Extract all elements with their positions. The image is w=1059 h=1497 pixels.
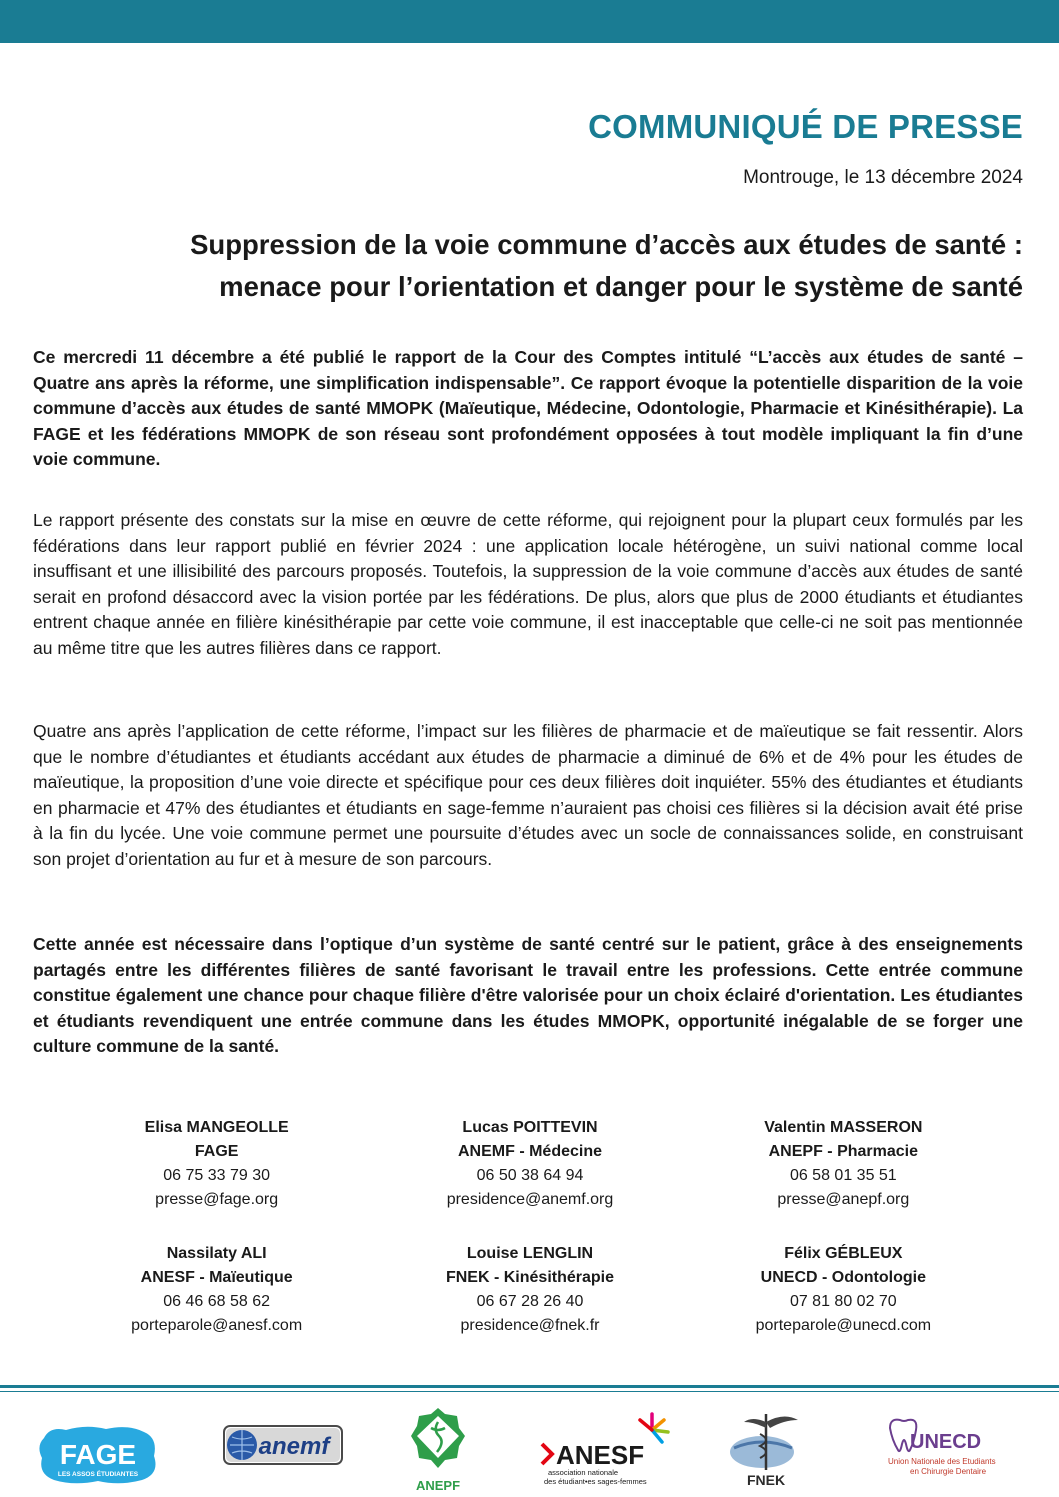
contact-name: Félix GÉBLEUX	[784, 1245, 903, 1262]
contact-email[interactable]: presse@fage.org	[155, 1191, 279, 1208]
headline-line-1: Suppression de la voie commune d’accès aux études de santé :	[190, 229, 1023, 260]
fnek-logo-text: FNEK	[746, 1472, 786, 1488]
conclusion-paragraph: Cette année est nécessaire dans l’optique d’un système de santé centré sur le patient, grâce à des enseignements partagés entre les différentes filières de santé favorisant le travail entre les professions. Cette entrée commune constitue également une chance pour chaque filière d'être valorisée pour un choix éclairé d'orientation. Les étudiantes et étudiants revendiquent une entrée commune dans les études MMOPK, opportunité inégalable de se forger une culture commune de la santé.	[33, 934, 1023, 1057]
contact-phone: 06 50 38 64 94	[476, 1167, 584, 1184]
contact-phone: 06 46 68 58 62	[163, 1293, 271, 1310]
contact-email[interactable]: presidence@anemf.org	[446, 1191, 614, 1208]
headline-line-2: menace pour l’orientation et danger pour le système de santé	[219, 271, 1023, 302]
fage-logo	[36, 1424, 160, 1486]
press-contacts	[60, 1116, 1000, 1338]
contact-name: Valentin MASSERON	[764, 1119, 923, 1136]
contact-organization: ANEMF - Médecine	[457, 1143, 602, 1160]
top-color-band	[0, 0, 1059, 43]
anesf-logo-text: ANESF	[556, 1440, 645, 1470]
contact-email[interactable]: presse@anepf.org	[777, 1191, 910, 1208]
contact-organization: FNEK - Kinésithérapie	[445, 1269, 614, 1286]
anepf-logo-text: ANEPF	[415, 1478, 461, 1493]
footer-divider-thin	[0, 1391, 1059, 1392]
dateline: Montrouge, le 13 décembre 2024	[743, 167, 1023, 188]
press-release-headline	[40, 224, 1023, 308]
contact-email[interactable]: presidence@fnek.fr	[460, 1317, 600, 1334]
contact-email[interactable]: porteparole@unecd.com	[755, 1317, 932, 1334]
contact-organization: UNECD - Odontologie	[760, 1269, 926, 1286]
contact-name: Lucas POITTEVIN	[462, 1119, 598, 1136]
contact-phone: 06 58 01 35 51	[789, 1167, 897, 1184]
intro-paragraph: Ce mercredi 11 décembre a été publié le rapport de la Cour des Comptes intitulé “L’accès aux études de santé – Quatre ans après la réforme, une simplification indispensable”. Ce rapport évoque la potentielle disparition de la voie commune d’accès aux études de santé MMOPK (Maïeutique, Médecine, Odontologie, Pharmacie et Kinésithérapie). La FAGE et les fédérations MMOPK de son réseau sont profondément opposées à tout modèle impliquant la fin d’une voie commune.	[33, 347, 1023, 470]
anesf-logo-tagline-1: association nationale	[548, 1468, 619, 1477]
contact-card	[373, 1242, 686, 1338]
unecd-logo-tagline-2: en Chirurgie Dentaire	[910, 1467, 987, 1476]
contact-organization: ANEPF - Pharmacie	[768, 1143, 919, 1160]
federation-logos	[0, 1400, 1059, 1497]
body-paragraph-impact: Quatre ans après l’application de cette réforme, l’impact sur les filières de pharmacie et de maïeutique se fait ressentir. Alors que le nombre d’étudiantes et étudiants accédant aux études de pharmacie a diminué de 6% et de 4% pour les études de maïeutique, la proposition d’une voie directe et spécifique pour ces deux filières doit inquiéter. 55% des étudiantes et étudiants en pharmacie et 47% des étudiantes et étudiants en sage-femme n’auraient pas choisi ces filières si la décision avait été prise à la fin du lycée. Une voie commune permet une poursuite d’études avec un socle de connaissances solide, en construisant son projet d’orientation au fur et à mesure de son parcours.	[33, 721, 1023, 869]
unecd-logo-tagline-1: Union Nationale des Etudiants	[888, 1457, 996, 1466]
anepf-logo	[409, 1406, 467, 1494]
contact-card	[373, 1116, 686, 1212]
anesf-logo-tagline-2: des étudiant•es sages-femmes	[544, 1477, 647, 1486]
fnek-logo	[726, 1410, 806, 1488]
unecd-logo	[882, 1414, 1012, 1482]
contact-name: Nassilaty ALI	[166, 1245, 267, 1262]
anemf-logo-text: anemf	[258, 1433, 330, 1460]
fage-logo-tagline: LES ASSOS ÉTUDIANTES	[57, 1471, 139, 1478]
contact-card	[60, 1116, 373, 1212]
anemf-logo	[220, 1422, 346, 1468]
body-paragraph-report: Le rapport présente des constats sur la mise en œuvre de cette réforme, qui rejoignent pour la plupart ceux formulés par les fédérations dans leur rapport publié en février 2024 : une application locale hétérogène, un suivi national comme local insuffisant et une illisibilité des parcours proposés. Toutefois, la suppression de la voie commune d’accès aux études de santé serait en profond désaccord avec la vision portée par les fédérations. De plus, alors que plus de 2000 étudiants et étudiantes entrent chaque année en filière kinésithérapie par cette voie commune, il est inacceptable que celle-ci ne soit pas mentionnée au même titre que les autres filières dans ce rapport.	[33, 510, 1023, 658]
contact-phone: 06 75 33 79 30	[163, 1167, 271, 1184]
contact-name: Louise LENGLIN	[466, 1245, 594, 1262]
contact-phone: 07 81 80 02 70	[789, 1293, 897, 1310]
fage-logo-text: FAGE	[59, 1439, 137, 1470]
footer-divider	[0, 1385, 1059, 1388]
contact-card	[60, 1242, 373, 1338]
contact-card	[687, 1242, 1000, 1338]
contact-organization: ANESF - Maïeutique	[140, 1269, 293, 1286]
anesf-logo	[538, 1408, 670, 1486]
unecd-logo-text: UNECD	[910, 1431, 982, 1453]
contact-email[interactable]: porteparole@anesf.com	[131, 1317, 303, 1334]
contact-name: Elisa MANGEOLLE	[144, 1119, 289, 1136]
document-type-title: COMMUNIQUÉ DE PRESSE	[588, 108, 1023, 145]
contact-card	[687, 1116, 1000, 1212]
contact-phone: 06 67 28 26 40	[476, 1293, 584, 1310]
contact-organization: FAGE	[194, 1143, 239, 1160]
